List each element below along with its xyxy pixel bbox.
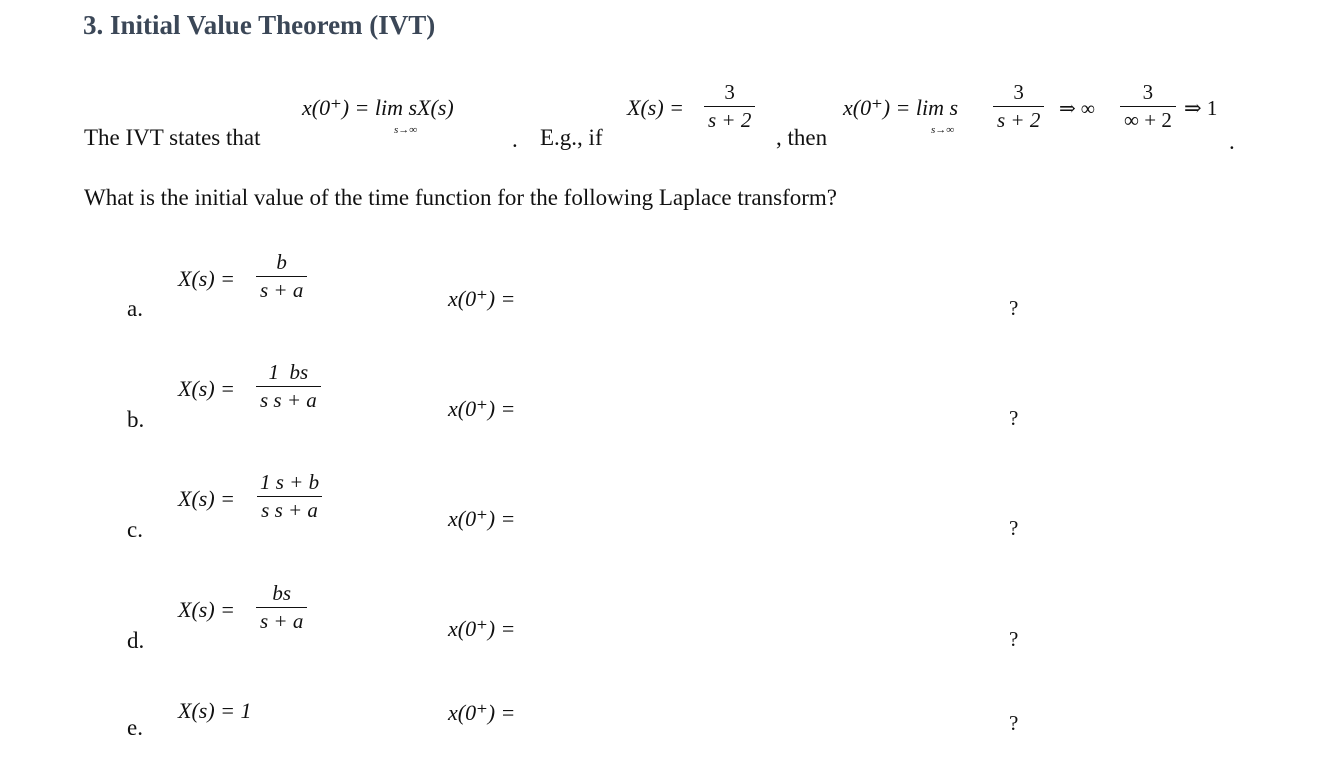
item-label-d: d. <box>127 628 145 653</box>
item-label-e: e. <box>127 715 143 740</box>
item-label-c: c. <box>127 517 143 542</box>
intro-dot: . <box>512 127 518 152</box>
result-fraction-1 <box>993 82 1044 131</box>
question-text: What is the initial value of the time function for the following Laplace transform? <box>84 185 838 210</box>
item-label-b: b. <box>127 407 145 432</box>
item-c-lhs: X(s) = <box>178 486 235 511</box>
result-numerator-1: 3 <box>1013 80 1024 104</box>
ivt-formula: x(0⁺) = lim sX(s) <box>302 95 454 120</box>
item-e-initial-value: x(0⁺) = <box>448 700 516 725</box>
item-b-answer: ? <box>1009 406 1019 430</box>
implies-one: ⇒ 1 <box>1184 96 1218 120</box>
item-c-numerator: 1 s + b <box>260 470 320 494</box>
item-b-numerator: 1 bs <box>268 360 309 384</box>
item-c-initial-value: x(0⁺) = <box>448 506 516 531</box>
result-denominator-1: s + 2 <box>993 106 1044 131</box>
item-e-answer: ? <box>1009 711 1019 735</box>
item-c-fraction <box>256 472 323 521</box>
result-limit-subscript: s→∞ <box>931 124 955 136</box>
then-text: , then <box>776 125 828 150</box>
item-c-denominator: s s + a <box>257 496 322 521</box>
example-numerator: 3 <box>724 80 735 104</box>
item-d-initial-value: x(0⁺) = <box>448 616 516 641</box>
example-lead-text: E.g., if <box>540 125 603 150</box>
item-d-denominator: s + a <box>256 607 307 632</box>
result-numerator-2: 3 <box>1142 80 1154 104</box>
item-b-initial-value: x(0⁺) = <box>448 396 516 421</box>
ivt-limit-subscript: s→∞ <box>394 124 418 136</box>
result-fraction-2 <box>1120 82 1176 131</box>
item-b-fraction <box>256 362 321 411</box>
item-a-initial-value: x(0⁺) = <box>448 286 516 311</box>
item-a-lhs: X(s) = <box>178 266 235 291</box>
item-d-fraction <box>256 583 307 632</box>
example-denominator: s + 2 <box>704 106 755 131</box>
item-a-numerator: b <box>276 250 287 274</box>
item-e-lhs: X(s) = 1 <box>178 698 252 723</box>
example-lhs: X(s) = <box>627 95 684 120</box>
intro-lead-text: The IVT states that <box>84 125 261 150</box>
item-b-denominator: s s + a <box>256 386 321 411</box>
intro-end-dot: . <box>1229 129 1235 154</box>
result-lhs: x(0⁺) = lim s <box>843 95 959 120</box>
item-d-answer: ? <box>1009 627 1019 651</box>
item-c-answer: ? <box>1009 516 1019 540</box>
item-d-numerator: bs <box>272 581 292 605</box>
item-label-a: a. <box>127 296 143 321</box>
item-a-denominator: s + a <box>256 276 307 301</box>
item-a-answer: ? <box>1009 296 1019 320</box>
result-denominator-2: ∞ + 2 <box>1120 106 1176 131</box>
item-d-lhs: X(s) = <box>178 597 235 622</box>
example-fraction <box>704 82 755 131</box>
item-a-fraction <box>256 252 307 301</box>
item-b-lhs: X(s) = <box>178 376 235 401</box>
implies-infinity: ⇒ ∞ <box>1059 98 1096 120</box>
section-heading: 3. Initial Value Theorem (IVT) <box>83 10 436 40</box>
